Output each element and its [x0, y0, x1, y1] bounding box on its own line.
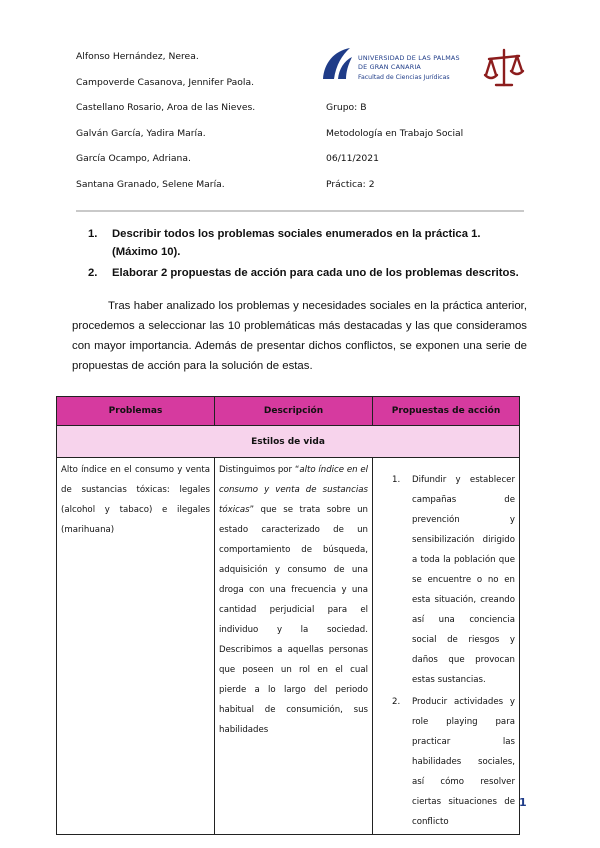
description-italic: alto índice en el consumo y venta de sustancias tóxicas — [219, 465, 368, 515]
date: 06/11/2021 — [326, 153, 379, 164]
course-name: Metodología en Trabajo Social — [326, 128, 464, 139]
question-text: Elaborar 2 propuestas de acción para cada uno de los problemas descritos. — [112, 267, 519, 279]
column-header-proposals: Propuestas de acción — [373, 397, 520, 426]
proposal-number: 2. — [392, 697, 401, 707]
question-text: Describir todos los problemas sociales enumerados en la práctica 1. (Máximo 10). — [112, 228, 481, 258]
author-name: Santana Granado, Selene María. — [76, 179, 225, 190]
proposal-item — [392, 692, 515, 832]
author-name: Alfonso Hernández, Nerea. — [76, 51, 199, 62]
proposal-number: 1. — [392, 475, 401, 485]
proposals-list — [377, 470, 515, 832]
group-label: Grupo: B — [326, 102, 367, 113]
question-item — [88, 225, 528, 261]
justice-scales-icon — [483, 47, 525, 89]
logo-line-3: Facultad de Ciencias Jurídicas — [358, 74, 450, 81]
logo-line-2: DE GRAN CANARIA — [358, 63, 421, 71]
description-suffix: ” que se trata sobre un estado caracterizado de un comportamiento de búsqueda, adquisición y consumo de una droga con una frecuencia y una cantidad perjudicial para el individuo y la sociedad. Describimos a aquellas personas que poseen un rol en el cual pierde a lo largo del periodo habitual de consumición, sus habilidades — [219, 505, 368, 735]
problems-table — [56, 396, 520, 835]
question-item — [88, 264, 528, 282]
problem-cell: Alto índice en el consumo y venta de sustancias tóxicas: legales (alcohol y tabaco) e ilegales (marihuana) — [57, 458, 215, 835]
column-header-description: Descripción — [215, 397, 373, 426]
university-emblem-icon — [320, 45, 354, 83]
table-row — [57, 458, 520, 835]
author-name: Galván García, Yadira María. — [76, 128, 206, 139]
proposal-text: Difundir y establecer campañas de prevención y sensibilización dirigido a toda la población que se encuentre o no en esta situación, creando así una conciencia social de riesgos y daños que provocan estas sustancias. — [412, 475, 515, 685]
practice-number: Práctica: 2 — [326, 179, 375, 190]
proposal-item — [392, 470, 515, 690]
header-divider — [76, 210, 524, 212]
description-cell — [215, 458, 373, 835]
question-list — [88, 225, 528, 285]
table-header-row — [57, 397, 520, 426]
logo-line-1: UNIVERSIDAD DE LAS PALMAS — [358, 54, 460, 62]
section-row — [57, 426, 520, 458]
section-title: Estilos de vida — [57, 426, 520, 458]
proposal-text: Producir actividades y role playing para practicar las habilidades sociales, así cómo resolver ciertas situaciones de conflicto — [412, 697, 515, 827]
university-logo — [320, 45, 470, 90]
intro-paragraph: Tras haber analizado los problemas y necesidades sociales en la práctica anterior, procedemos a seleccionar las 10 problemáticas más destacadas y las que consideramos con mayor importancia. Además de presentar dichos conflictos, se exponen una serie de propuestas de acción para la solución de estas. — [72, 300, 527, 372]
proposals-cell — [373, 458, 520, 835]
author-name: Campoverde Casanova, Jennifer Paola. — [76, 77, 254, 88]
question-number: 2. — [88, 267, 98, 279]
column-header-problems: Problemas — [57, 397, 215, 426]
author-name: García Ocampo, Adriana. — [76, 153, 191, 164]
author-name: Castellano Rosario, Aroa de las Nieves. — [76, 102, 256, 113]
description-prefix: Distinguimos por “ — [219, 465, 300, 475]
question-number: 1. — [88, 228, 98, 240]
page-number: 1 — [519, 796, 527, 809]
